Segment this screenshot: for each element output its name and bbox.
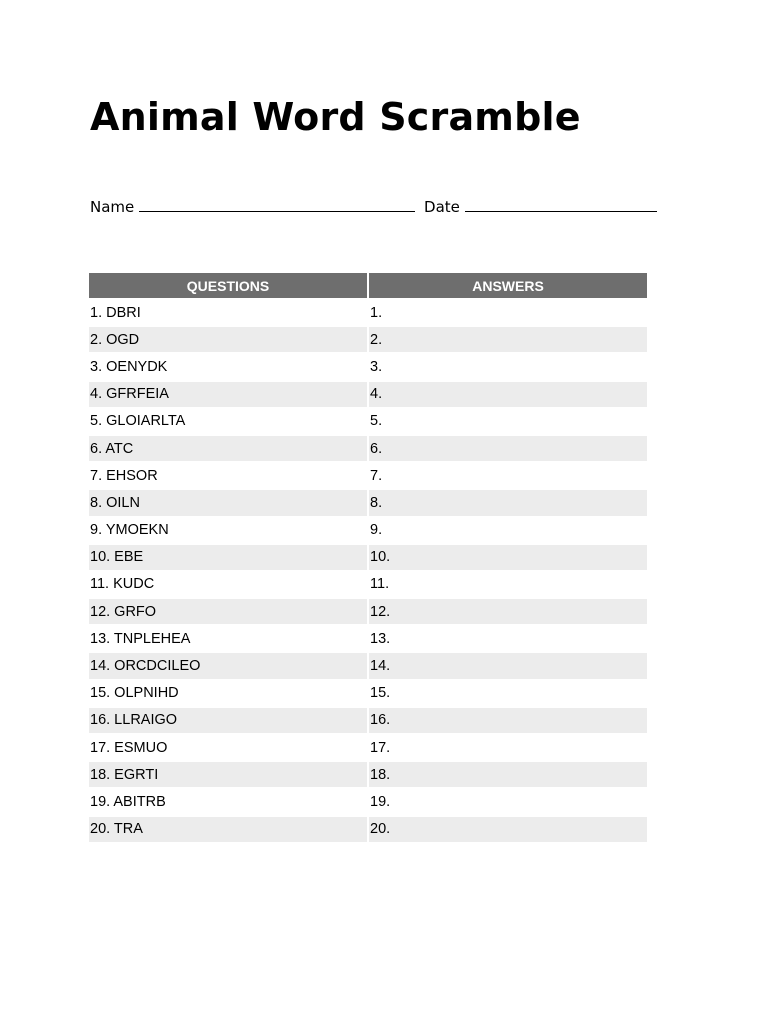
question-cell: 3. OENYDK (89, 354, 367, 381)
question-cell: 12. GRFO (89, 599, 367, 626)
question-cell: 18. EGRTI (89, 762, 367, 789)
table-row (89, 518, 647, 545)
table-row (89, 463, 647, 490)
answer-cell[interactable]: 11. (369, 572, 647, 599)
question-cell: 8. OILN (89, 490, 367, 517)
question-cell: 13. TNPLEHEA (89, 626, 367, 653)
table-row (89, 681, 647, 708)
question-cell: 19. ABITRB (89, 789, 367, 816)
question-cell: 5. GLOIARLTA (89, 409, 367, 436)
table-body (89, 300, 647, 844)
table-row (89, 599, 647, 626)
answer-cell[interactable]: 5. (369, 409, 647, 436)
answer-cell[interactable]: 13. (369, 626, 647, 653)
answers-header: ANSWERS (369, 273, 647, 300)
question-cell: 7. EHSOR (89, 463, 367, 490)
table-row (89, 817, 647, 844)
table-row (89, 382, 647, 409)
answer-cell[interactable]: 3. (369, 354, 647, 381)
question-cell: 14. ORCDCILEO (89, 653, 367, 680)
answer-cell[interactable]: 4. (369, 382, 647, 409)
question-cell: 6. ATC (89, 436, 367, 463)
answer-cell[interactable]: 17. (369, 735, 647, 762)
answer-cell[interactable]: 8. (369, 490, 647, 517)
question-cell: 2. OGD (89, 327, 367, 354)
table-row (89, 708, 647, 735)
scramble-table (87, 273, 649, 844)
answer-cell[interactable]: 6. (369, 436, 647, 463)
answer-cell[interactable]: 1. (369, 300, 647, 327)
answer-cell[interactable]: 7. (369, 463, 647, 490)
table-row (89, 436, 647, 463)
table-row (89, 490, 647, 517)
answer-cell[interactable]: 2. (369, 327, 647, 354)
table-row (89, 626, 647, 653)
table-row (89, 653, 647, 680)
date-blank-line[interactable] (465, 197, 657, 212)
table-row (89, 735, 647, 762)
table-row (89, 572, 647, 599)
table-row (89, 762, 647, 789)
questions-header: QUESTIONS (89, 273, 367, 300)
question-cell: 16. LLRAIGO (89, 708, 367, 735)
answer-cell[interactable]: 9. (369, 518, 647, 545)
question-cell: 17. ESMUO (89, 735, 367, 762)
name-label: Name (90, 198, 135, 216)
date-label: Date (424, 198, 460, 216)
question-cell: 1. DBRI (89, 300, 367, 327)
name-blank-line[interactable] (139, 197, 415, 212)
table-row (89, 327, 647, 354)
table-row (89, 545, 647, 572)
answer-cell[interactable]: 20. (369, 817, 647, 844)
answer-cell[interactable]: 12. (369, 599, 647, 626)
answer-cell[interactable]: 10. (369, 545, 647, 572)
question-cell: 11. KUDC (89, 572, 367, 599)
answer-cell[interactable]: 15. (369, 681, 647, 708)
table-row (89, 354, 647, 381)
answer-cell[interactable]: 18. (369, 762, 647, 789)
worksheet-title: Animal Word Scramble (90, 95, 581, 139)
table-header-row (89, 273, 647, 300)
answer-cell[interactable]: 14. (369, 653, 647, 680)
question-cell: 9. YMOEKN (89, 518, 367, 545)
question-cell: 10. EBE (89, 545, 367, 572)
answer-cell[interactable]: 16. (369, 708, 647, 735)
name-date-line (90, 197, 657, 217)
question-cell: 4. GFRFEIA (89, 382, 367, 409)
question-cell: 15. OLPNIHD (89, 681, 367, 708)
question-cell: 20. TRA (89, 817, 367, 844)
table-row (89, 300, 647, 327)
answer-cell[interactable]: 19. (369, 789, 647, 816)
table-row (89, 409, 647, 436)
table-row (89, 789, 647, 816)
